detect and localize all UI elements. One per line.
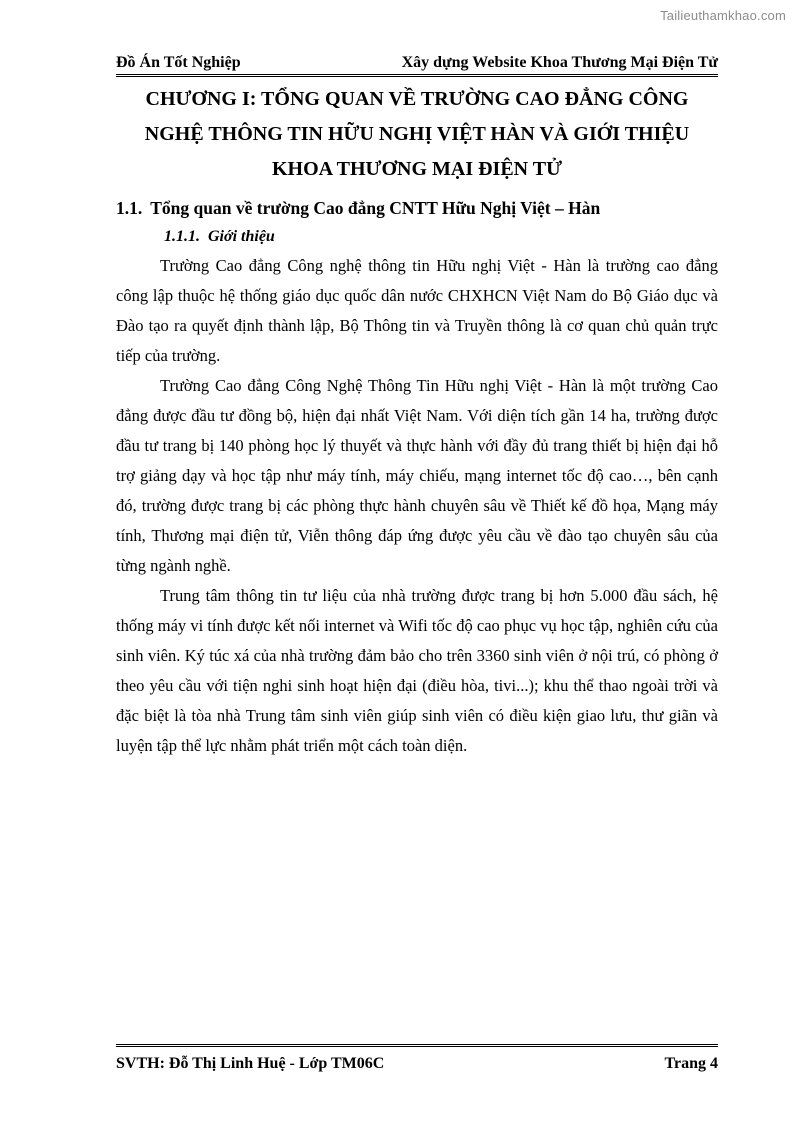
paragraph: Trường Cao đẳng Công Nghệ Thông Tin Hữu nghị Việt - Hàn là một trường Cao đẳng được đầu tư đồng bộ, hiện đại nhất Việt Nam. Với diện tích gần 14 ha, trường được đầu tư trang bị 140 phòng học lý thuyết và thực hành với đầy đủ trang thiết bị hiện đại hỗ trợ giảng dạy và học tập như máy tính, máy chiếu, mạng internet tốc độ cao…, bên cạnh đó, trường được trang bị các phòng thực hành chuyên sâu về Thiết kế đồ họa, Mạng máy tính, Thương mại điện tử, Viễn thông đáp ứng được yêu cầu về đào tạo chuyên sâu của từng ngành nghề. (116, 376, 718, 575)
section-heading (116, 193, 718, 223)
section-title: Tổng quan về trường Cao đẳng CNTT Hữu Nghị Việt – Hàn (150, 198, 601, 218)
subsection-heading (164, 223, 718, 251)
page-footer (116, 1044, 718, 1073)
paragraph: Trung tâm thông tin tư liệu của nhà trường được trang bị hơn 5.000 đầu sách, hệ thống máy vi tính được kết nối internet và Wifi tốc độ cao phục vụ học tập, nghiên cứu của sinh viên. Ký túc xá của nhà trường đảm bảo cho trên 3360 sinh viên ở nội trú, có phòng ở theo yêu cầu với tiện nghi sinh hoạt hiện đại (điều hòa, tivi...); khu thể thao ngoài trời và đặc biệt là tòa nhà Trung tâm sinh viên giúp sinh viên có điều kiện giao lưu, thư giãn và luyện tập thể lực nhằm phát triển một cách toàn diện. (116, 586, 718, 755)
chapter-title: CHƯƠNG I: TỔNG QUAN VỀ TRƯỜNG CAO ĐẲNG CÔNG NGHỆ THÔNG TIN HỮU NGHỊ VIỆT HÀN VÀ GIỚI THIỆU KHOA THƯƠNG MẠI ĐIỆN TỬ (144, 88, 690, 180)
footer-author: SVTH: Đỗ Thị Linh Huệ - Lớp TM06C (116, 1055, 385, 1072)
header-left-title: Đồ Án Tốt Nghiệp (116, 54, 241, 71)
header-right-title: Xây dựng Website Khoa Thương Mại Điện Tử (401, 54, 718, 71)
paragraph: Trường Cao đẳng Công nghệ thông tin Hữu nghị Việt - Hàn là trường cao đẳng công lập thuộc hệ thống giáo dục quốc dân nước CHXHCN Việt Nam do Bộ Giáo dục và Đào tạo ra quyết định thành lập, Bộ Thông tin và Truyền thông là cơ quan chủ quản trực tiếp của trường. (116, 256, 718, 365)
subsection-number: 1.1.1. (164, 228, 200, 245)
document-body (116, 82, 718, 761)
subsection-title: Giới thiệu (208, 228, 275, 245)
section-number: 1.1. (116, 198, 143, 218)
page-header (116, 50, 718, 77)
page-number: Trang 4 (664, 1055, 718, 1072)
watermark-text: Tailieuthamkhao.com (660, 8, 786, 23)
